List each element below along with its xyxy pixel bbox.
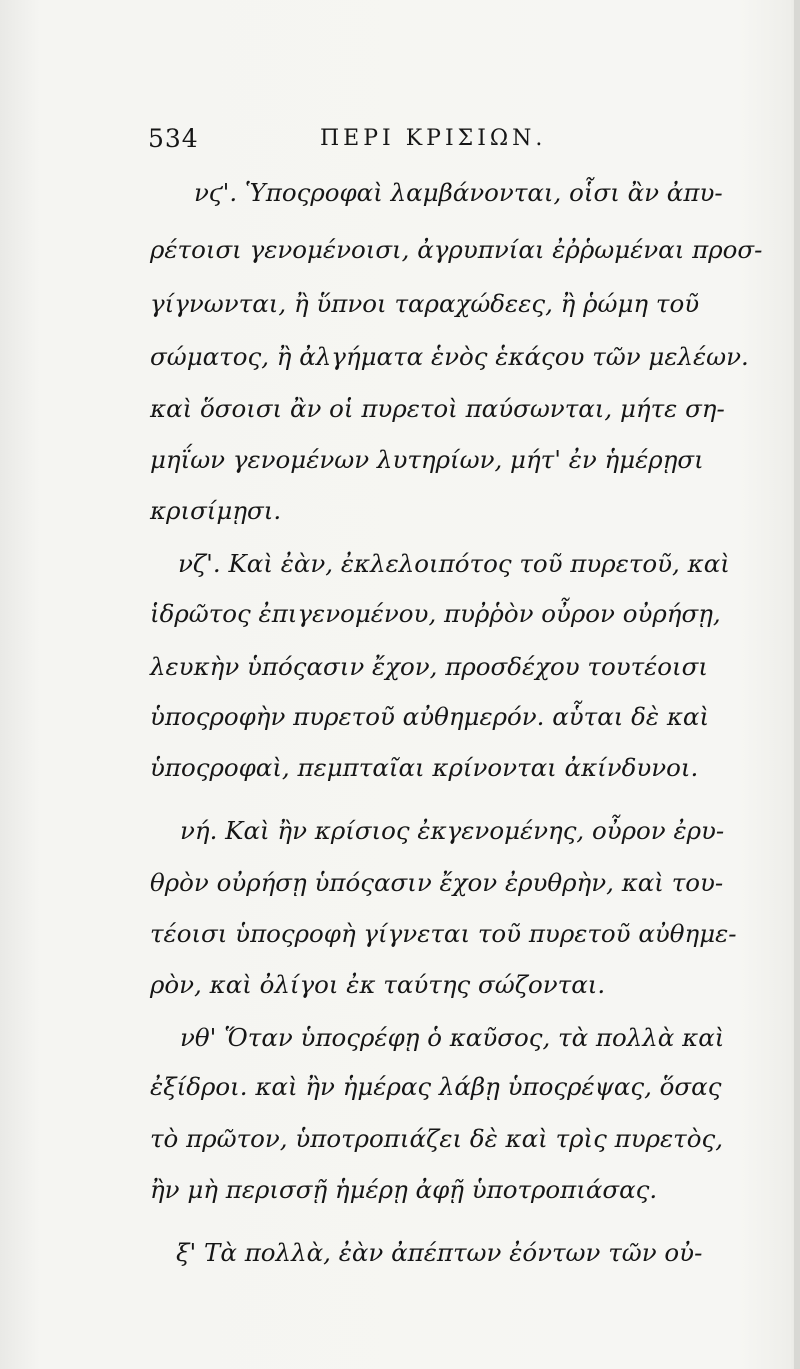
text-line: κρισίμῃσι. — [150, 496, 282, 525]
text-line: μηΐων γενομένων λυτηρίων, μήτ' ἐν ἡμέρῃσι — [150, 445, 704, 474]
text-line: ὑποςροφὴν πυρετοῦ αὐθημερόν. αὗται δὲ καὶ — [150, 702, 710, 731]
text-line: νζ'. Καὶ ἐὰν, ἐκλελοιπότος τοῦ πυρετοῦ, καὶ — [178, 549, 730, 578]
text-line: τέοισι ὑποςροφὴ γίγνεται τοῦ πυρετοῦ αὐθημε- — [150, 919, 737, 948]
page-header — [148, 124, 748, 164]
page-edge-shadow — [794, 0, 800, 1369]
text-line: ρέτοισι γενομένοισι, ἀγρυπνίαι ἐῤῥωμέναι προσ- — [150, 235, 763, 264]
text-line: ὑποςροφαὶ, πεμπταῖαι κρίνονται ἀκίνδυνοι. — [150, 753, 699, 782]
page-number: 534 — [148, 124, 199, 153]
text-line: θρὸν οὐρήσῃ ὑπόςασιν ἔχον ἐρυθρὴν, καὶ του- — [150, 868, 724, 897]
text-line: ξ' Τὰ πολλὰ, ἐὰν ἀπέπτων ἐόντων τῶν οὐ- — [176, 1238, 703, 1267]
text-line: λευκὴν ὑπόςασιν ἔχον, προσδέχου τουτέοισι — [150, 652, 708, 681]
text-line: ἱδρῶτος ἐπιγενομένου, πυῤῥὸν οὖρον οὐρήσῃ, — [150, 599, 721, 628]
text-line: νϛ'. Ὑποςροφαὶ λαμβάνονται, οἷσι ἂν ἀπυ- — [194, 178, 723, 207]
text-line: σώματος, ἢ ἀλγήματα ἑνὸς ἑκάςου τῶν μελέων. — [150, 342, 749, 371]
text-line: νή. Καὶ ἢν κρίσιος ἐκγενομένης, οὖρον ἐρυ- — [180, 816, 725, 845]
running-head: ΠΕΡΙ ΚΡΙΣΙΩΝ. — [320, 126, 547, 151]
text-line: γίγνωνται, ἢ ὕπνοι ταραχώδεες, ἢ ῥώμη τοῦ — [150, 289, 700, 318]
text-line: ἐξίδροι. καὶ ἢν ἡμέρας λάβῃ ὑποςρέψας, ὅσας — [150, 1072, 722, 1101]
text-line: ρὸν, καὶ ὀλίγοι ἐκ ταύτης σώζονται. — [150, 970, 606, 999]
text-line: νθ' Ὅταν ὑποςρέφῃ ὁ καῦσος, τὰ πολλὰ καὶ — [180, 1023, 725, 1052]
text-line: ἢν μὴ περισσῇ ἡμέρῃ ἀφῇ ὑποτροπιάσας. — [150, 1175, 658, 1204]
text-line: καὶ ὅσοισι ἂν οἱ πυρετοὶ παύσωνται, μήτε ση- — [150, 394, 725, 423]
text-line: τὸ πρῶτον, ὑποτροπιάζει δὲ καὶ τρὶς πυρετὸς, — [150, 1124, 723, 1153]
